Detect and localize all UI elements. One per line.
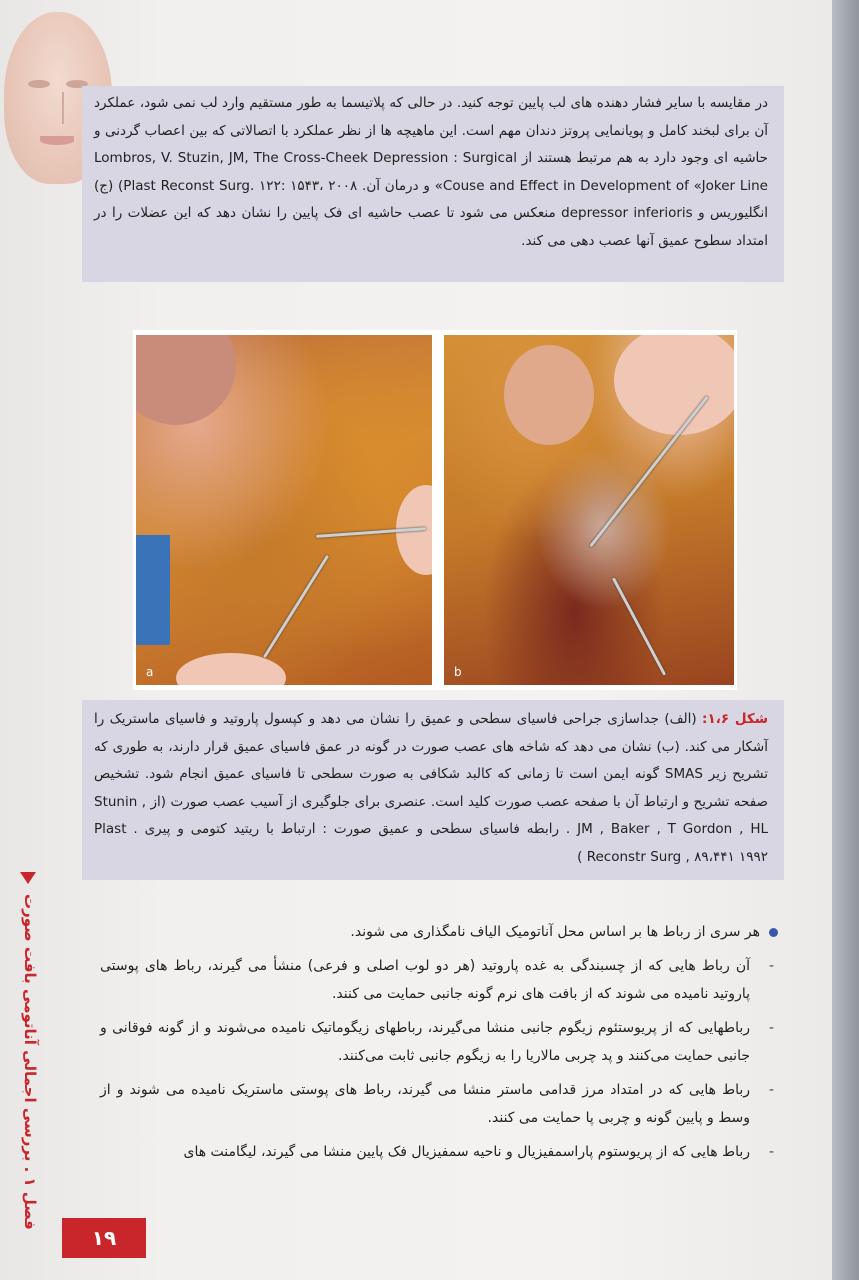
chapter-sidebar-label: فصل ۱ . بررسی اجمالی آناتومی بافت صورت (21, 894, 39, 1230)
photo-a-drape (136, 535, 170, 645)
photo-b-ear (504, 345, 594, 445)
figure-1-6 (133, 330, 737, 690)
panel-a-label: a (146, 665, 154, 679)
photo-a-hand (176, 653, 286, 685)
face-mouth (40, 136, 74, 145)
ligament-list (100, 918, 780, 1172)
face-nose (54, 92, 64, 124)
photo-b-glove (614, 335, 734, 435)
caption-label: شکل ۱،۶: (702, 711, 768, 727)
surgical-photo-b (444, 335, 734, 685)
list-item: - رباط هایی که از پریوستوم پاراسمفیزیال و ناحیه سمفیزیال فک پایین منشا می گیرند، لیگامنت های (100, 1138, 774, 1166)
figure-caption-box (82, 700, 784, 880)
page-edge (832, 0, 859, 1280)
list-item: - رباطهایی که از پریوستئوم زیگوم جانبی منشا می‌گیرند، رباطهای زیگوماتیک نامیده می‌شوند و از گونه فوقانی و جانبی حمایت می‌کنند و پد چربی مالاریا را به زیگوم جانبی ثابت می‌کنند. (100, 1014, 774, 1070)
figure-caption (94, 706, 768, 872)
panel-b-label: b (454, 665, 462, 679)
list-item: - رباط هایی که در امتداد مرز قدامی ماستر منشا می گیرند، رباط های پوستی ماستریک نامیده می شوند و از وسط و پایین گونه و چربی پا حمایت می کنند. (100, 1076, 774, 1132)
list-intro: هر سری از رباط ها بر اساس محل آناتومیک الیاف نامگذاری می شوند. (100, 918, 780, 946)
caption-text: (الف) جداسازی جراحی فاسیای سطحی و عمیق را نشان می دهد و کپسول پاروتید و فاسیای ماستریک را آشکار می کند. (ب) نشان می دهد که شاخه های عصب صورت در گونه در عمق فاسیای عمیق قرار دارند، به طوری که تشریح زیر SMAS گونه ایمن است تا زمانی که کالبد شکافی به صورت سطحی تا فاسیای عمیق انجام شود. تشخیص صفحه تشریح و ارتباط آن با صفحه عصب صورت کلید است. عنصری برای جلوگیری از آسیب عصب صورت (از Stunin , JM , Baker , T Gordon , HL . رابطه فاسیای سطحی و عمیق صورت : ارتباط با ریتید کتومی و پیری . Plast Reconstr Surg , ۸۹،۴۴۱ ۱۹۹۲ ) (94, 711, 768, 865)
photo-b-instrument-2 (612, 577, 666, 676)
photo-a-instrument-2 (263, 555, 329, 658)
page-number: ۱۹ (62, 1218, 146, 1258)
top-note-text: در مقایسه با سایر فشار دهنده های لب پایین توجه کنید. در حالی که پلاتیسما به طور مستقیم وارد لب نمی شود، عملکرد آن برای لبخند کامل و پویانمایی پروتز دندان مهم است. این ماهیچه ها از نظر عملکرد با اتصالاتی که بین اعصاب گردنی و حاشیه ای وجود دارد به هم مرتبط هستند از Lombros, V. Stuzin, JM, The Cross-Cheek Depression : Surgical Couse and Effect in Development of «Joker Line» و درمان آن. Plast Reconst Surg. ۱۲۲: ۱۵۴۳، ۲۰۰۸) (ج) انگلیوریس و depressor inferioris منعکس می شود تا عصب حاشیه ای فک پایین را نشان دهد که این عضلات را در امتداد سطوح عمیق آنها عصب دهی می کند. (94, 95, 768, 249)
photo-a-face-region (136, 335, 236, 425)
top-note-box (82, 86, 784, 282)
face-eye-left (28, 80, 50, 88)
surgical-photo-a (136, 335, 432, 685)
list-item: - آن رباط هایی که از چسبندگی به غده پاروتید (هر دو لوب اصلی و فرعی) منشأ می گیرند، رباط های پوستی پاروتید نامیده می شوند که از بافت های نرم گونه جانبی حمایت می کنند. (100, 952, 774, 1008)
